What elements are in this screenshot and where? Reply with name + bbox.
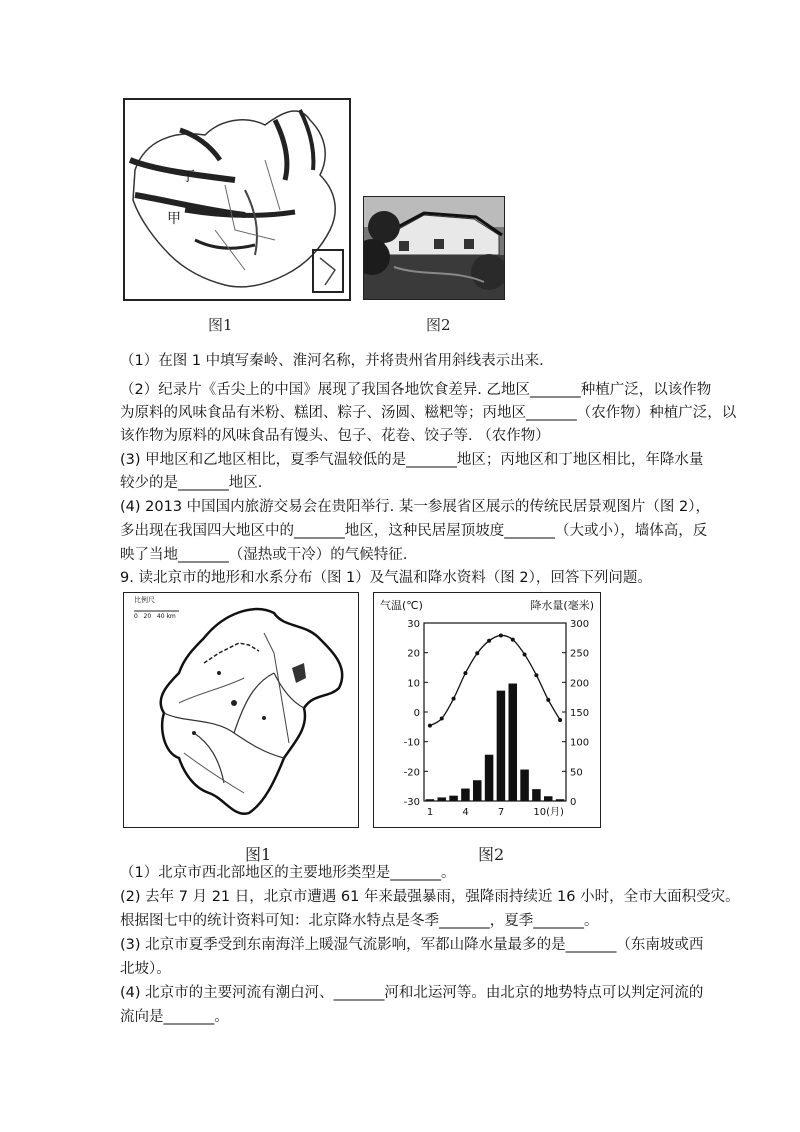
x-tick-label: 10(月) [533,807,564,818]
right-tick-label: 0 [570,797,577,808]
precip-bar [508,684,517,801]
china-map-figure [123,98,351,301]
climate-chart-figure [373,592,601,828]
temperature-point [499,633,503,637]
question-line: (4) 北京市的主要河流有潮白河、_______河和北运河等。由北京的地势特点可以判定河流的 [120,985,704,1001]
right-tick-label: 150 [570,708,590,719]
right-tick-label: 300 [570,619,590,630]
question-line: 映了当地_______（湿热或干冷）的气候特征. [120,547,408,563]
question-line: （1）北京市西北部地区的主要地形类型是_______。 [120,865,456,881]
precip-bar [485,755,494,801]
temperature-point [475,651,479,655]
question-line: 较少的是_______地区. [120,475,263,491]
precip-bar [437,797,446,801]
left-tick-label: 0 [413,708,420,719]
top-figure1-caption: 图1 [208,316,233,334]
map-scale-label: 比例尺 [134,596,155,604]
plot-area [424,623,566,801]
question-line: （1）在图 1 中填写秦岭、淮河名称，并将贵州省用斜线表示出来. [120,353,544,369]
question-line: 流向是_______。 [120,1009,229,1025]
precip-bar [520,770,529,801]
right-tick-label: 200 [570,678,590,690]
beijing-map-figure [123,592,359,828]
question-line: (4) 2013 中国国内旅游交易会在贵阳举行. 某一参展省区展示的传统民居景观图片（图 2）， [120,499,710,515]
x-tick-label: 7 [497,807,505,818]
left-tick-label: 30 [407,619,420,630]
temperature-point [452,697,456,701]
dwelling-photo-image [364,197,504,299]
right-tick-label: 100 [570,737,590,749]
question-line: (3) 甲地区和乙地区相比，夏季气温较低的是_______地区；丙地区和丁地区相比，年降水量 [120,452,704,468]
precip-bar [532,789,541,801]
temperature-point [428,724,432,728]
left-tick-label: -10 [403,737,420,749]
question-line: 北坡）。 [120,961,171,977]
map-scale-values: 0 20 40 km [134,613,176,620]
question-line: 该作物为原料的风味食品有馒头、包子、花卷、饺子等. （农作物） [120,428,550,444]
precip-bar [449,796,458,801]
precip-bar [473,780,482,801]
top-figure2-caption: 图2 [426,316,451,334]
question-line: 根据图七中的统计资料可知：北京降水特点是冬季_______，夏季_______。 [120,913,599,929]
question-9-header: 9. 读北京市的地形和水系分布（图 1）及气温和降水资料（图 2），回答下列问题。 [120,570,652,586]
right-axis-label: 降水量(毫米) [530,599,594,612]
temperature-point [511,638,515,642]
temperature-point [546,698,550,702]
precip-bar [497,691,506,801]
question-line: （2）纪录片《舌尖上的中国》展现了我国各地饮食差异. 乙地区_______种植广泛，以该作物 [120,382,712,398]
right-tick-label: 250 [570,648,590,660]
temperature-line [430,635,560,725]
bottom-figure1-caption: 图1 [245,845,272,864]
temperature-point [534,673,538,677]
left-tick-label: -20 [403,767,420,779]
right-tick-label: 50 [570,767,583,779]
temperature-point [440,717,444,721]
temperature-point [523,652,527,656]
temperature-point [463,671,467,675]
question-line: (3) 北京市夏季受到东南海洋上暖湿气流影响，军都山降水量最多的是_______（东南坡或西 [120,937,704,953]
left-tick-label: 10 [407,678,420,690]
question-line: 为原料的风味食品有米粉、糕团、粽子、汤圆、糍粑等；丙地区_______（农作物）种植广泛，以 [120,405,737,421]
map-label-jia: 甲 [167,211,181,227]
china-map-drawing [125,100,349,299]
left-tick-label: -30 [403,797,420,808]
question-line: 多出现在我国四大地区中的_______地区，这种民居屋顶坡度_______（大或小），墙体高，反 [120,523,708,539]
question-line: (2) 去年 7 月 21 日，北京市遭遇 61 年来最强暴雨，强降雨持续近 16 小时，全市大面积受灾。 [120,889,740,905]
map-label-ding: 丁 [181,169,195,185]
left-tick-label: 20 [407,648,420,660]
x-tick-label: 1 [426,807,434,818]
dwelling-photo [363,196,505,300]
precip-bar [461,789,470,801]
beijing-map-drawing [124,593,358,827]
bottom-figure2-caption: 图2 [478,845,505,864]
climate-chart [374,593,600,827]
x-tick-label: 4 [462,807,469,818]
temperature-point [487,639,491,643]
precip-bar [544,796,553,801]
left-axis-label: 气温(℃) [380,599,423,612]
temperature-point [558,718,562,722]
